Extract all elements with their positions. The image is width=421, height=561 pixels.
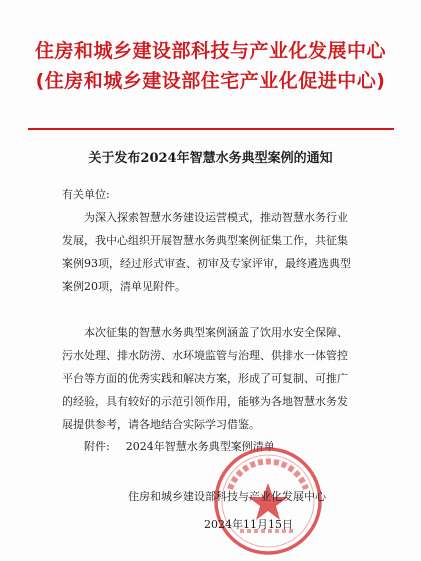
paragraph-2-line: 展提供参考，请各地结合实际学习借鉴。 xyxy=(62,418,260,431)
document-title: 关于发布2024年智慧水务典型案例的通知 xyxy=(88,151,333,166)
paragraph-1-line: 案例20项，清单见附件。 xyxy=(62,280,186,293)
paragraph-2-line: 污水处理、排水防涝、水环境监管与治理、供排水一体管控 xyxy=(62,349,348,362)
paragraph-1-line: 发展，我中心组织开展智慧水务典型案例征集工作，共征集 xyxy=(62,234,348,247)
paragraph-1-line: 为深入探索智慧水务建设运营模式，推动智慧水务行业 xyxy=(84,211,348,224)
signature-organization: 住房和城乡建设部科技与产业化发展中心 xyxy=(128,490,326,503)
signature-date: 2024年11月15日 xyxy=(204,518,293,531)
salutation: 有关单位: xyxy=(62,188,110,201)
paragraph-2-line: 的经验，具有较好的示范引领作用，能够为各地智慧水务发 xyxy=(62,395,348,408)
attachment-name[interactable]: 2024年智慧水务典型案例清单 xyxy=(125,440,275,453)
issuing-org-alt-name: (住房和城乡建设部住宅产业化促进中心) xyxy=(35,70,386,92)
paragraph-2-line: 本次征集的智慧水务典型案例涵盖了饮用水安全保障、 xyxy=(84,326,348,339)
paragraph-2-line: 平台等方面的优秀实践和解决方案，形成了可复制、可推广 xyxy=(62,372,348,385)
red-header-rule xyxy=(28,128,394,130)
paragraph-1 xyxy=(62,206,362,298)
attachment-label: 附件: xyxy=(84,440,110,453)
issuing-org-name: 住房和城乡建设部科技与产业化发展中心 xyxy=(34,40,386,62)
paragraph-2 xyxy=(62,321,362,436)
paragraph-1-line: 案例93项，经过形式审查、初审及专家评审，最终遴选典型 xyxy=(62,257,351,270)
